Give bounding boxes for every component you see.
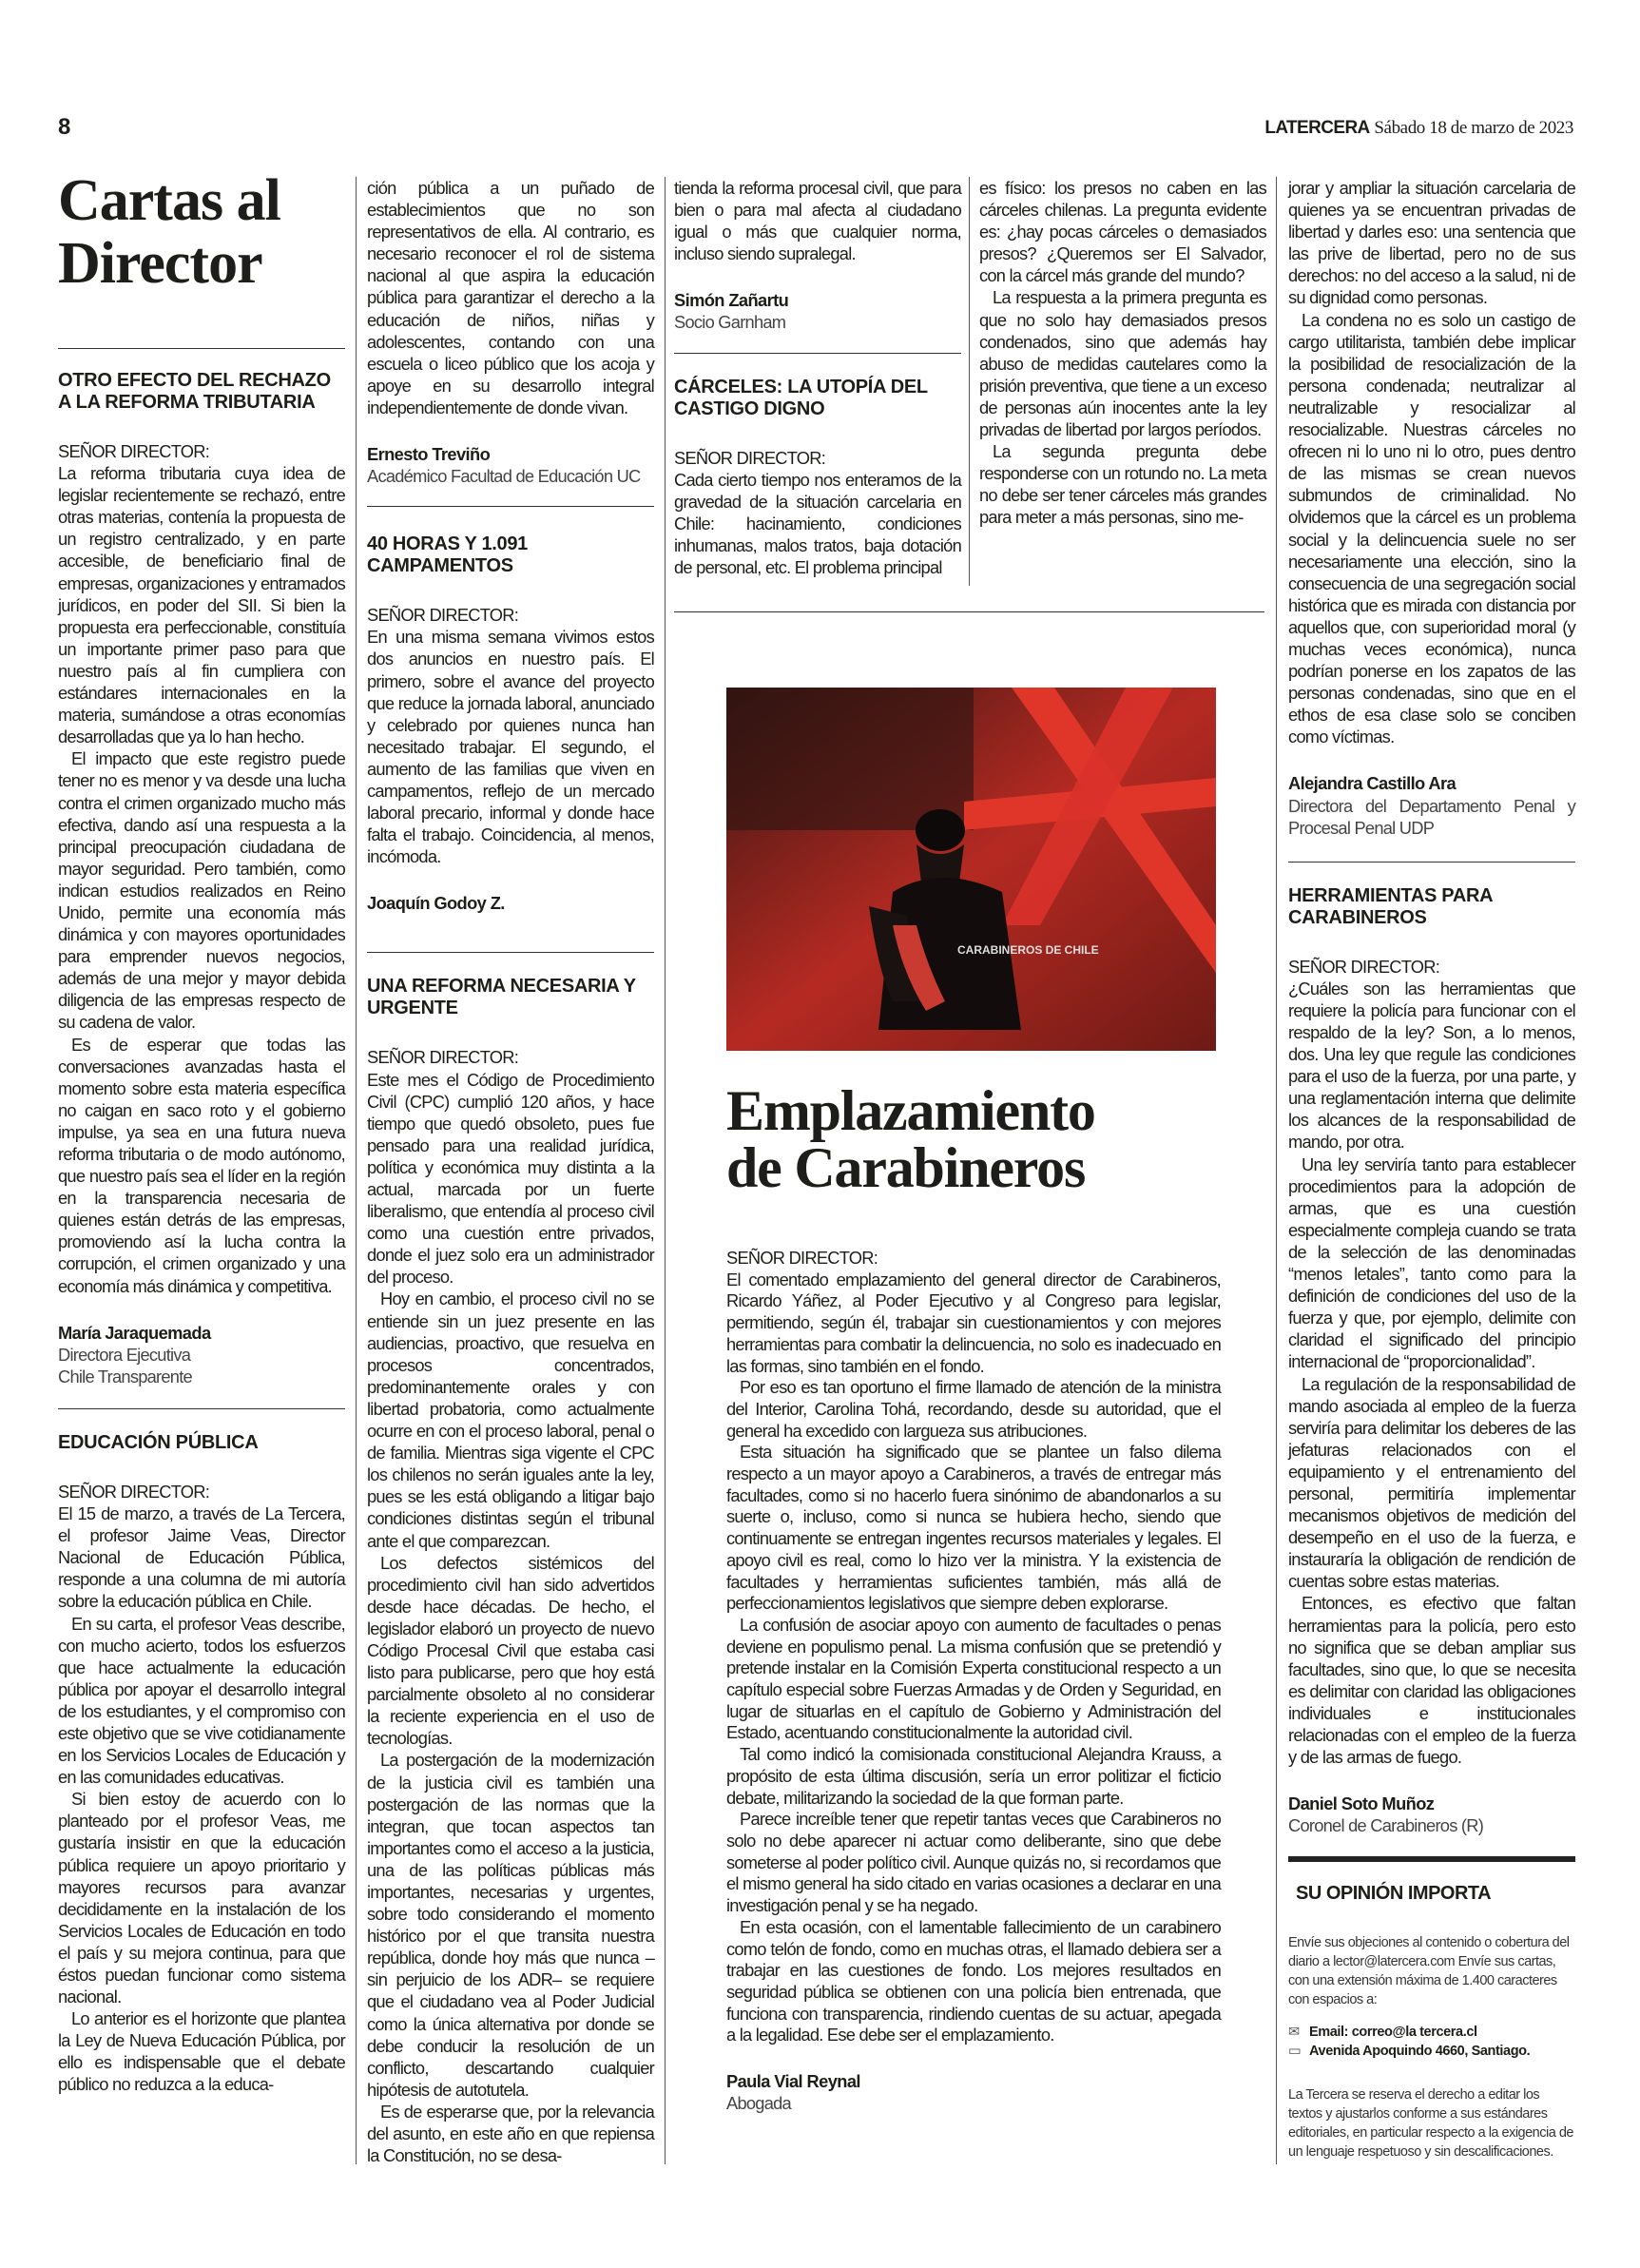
letter: [674, 377, 961, 579]
featured-letter: [726, 1248, 1221, 2114]
section-title: Cartas al Director: [58, 168, 280, 296]
paragraph: En esta ocasión, con el lamentable fallecimiento de un carabinero como telón de fondo, como en muchas otras, el llamado debiera ser a trabajar en las cuestiones de fondo. Los mejores resultados en seguridad pública se obtienen con una policía bien entrenada, que funciona con transparencia, rindiendo cuentas de su actuar, apegada a la legalidad. Ese debe ser el emplazamiento.: [726, 1916, 1221, 2045]
paragraph: tienda la reforma procesal civil, que para bien o para mal afecta al ciudadano igual o más que cualquier norma, incluso siendo supralegal.: [674, 178, 961, 264]
paragraph: Lo anterior es el horizonte que plantea la Ley de Nueva Educación Pública, por ello es indispensable que el debate público no reduzca a la educa-: [58, 2008, 345, 2095]
divider: [1288, 1856, 1575, 1862]
paragraph: Tal como indicó la comisionada constitucional Alejandra Krauss, a propósito de esta última discusión, sería un error politizar el ficticio debate, militarizando la sociedad de la que forman parte.: [726, 1744, 1221, 1808]
author-role: Abogada: [726, 2092, 791, 2113]
signature: [1288, 772, 1575, 838]
paragraph: Esta situación ha significado que se plantee un falso dilema respecto a un mayor apoyo a Carabineros, a través de entregar más facultades, como si no hacerlo fuera sinónimo de abandonarlos a su suerte o, incluso, como si nunca se hubiera hecho, siendo que continuamente se entregan ingentes recursos materiales y legales. El apoyo civil es real, como lo hizo ver la ministra. Y la existencia de facultades y herramientas suficientes también, más allá de perfeccionamientos legislativos que siempre deben explorarse.: [726, 1442, 1221, 1614]
divider: [367, 506, 654, 507]
masthead: [1264, 118, 1573, 139]
divider: [674, 611, 1264, 612]
author-role: Coronel de Carabineros (R): [1288, 1815, 1484, 1836]
paragraph: Los defectos sistémicos del procedimiento civil han sido advertidos desde hace décadas. De hecho, el legislador elaboró un proyecto de nuevo Código Procesal Civil que estaba casi listo para publicarse, pero que hoy está parcialmente obsoleto al no considerar la reciente experiencia en el uso de tecnologías.: [367, 1552, 654, 1749]
author-name: Daniel Soto Muñoz: [1288, 1793, 1435, 1814]
author-name: Ernesto Treviño: [367, 444, 491, 465]
divider: [58, 1408, 345, 1409]
letter-heading: OTRO EFECTO DEL RECHAZO A LA REFORMA TRIBUTARIA: [58, 370, 331, 413]
paragraph: Parece increíble tener que repetir tantas veces que Carabineros no solo no debe aparecer ni actuar como deliberante, sino que debe someterse al poder político civil. Aunque quizás no, si recordamos que el mismo general ha sido citado en varias ocasiones a declarar en una investigación penal y se ha negado.: [726, 1809, 1221, 1916]
divider: [367, 952, 654, 953]
letter-heading: EDUCACIÓN PÚBLICA: [58, 1431, 259, 1453]
email-address[interactable]: Email: correo@la tercera.cl: [1309, 2025, 1477, 2040]
letter: [58, 1432, 345, 2096]
paragraph: La segunda pregunta debe responderse con un rotundo no. La meta no debe ser tener cárceles más grandes para meter a más personas, sino me-: [979, 441, 1266, 528]
signature: [674, 289, 961, 333]
paragraph: El 15 de marzo, a través de La Tercera, el profesor Jaime Veas, Director Nacional de Educación Pública, responde a una columna de mi autoría sobre la educación pública en Chile.: [58, 1503, 345, 1612]
paragraph: En una misma semana vivimos estos dos anuncios en nuestro país. El primero, sobre el avance del proyecto que reduce la jornada laboral, anunciado y celebrado por quienes nunca han necesitado trabajar. El segundo, el aumento de las familias que viven en campamentos, reflejo de un mercado laboral precario, informal y donde hace falta el trabajo. Coincidencia, al menos, incómoda.: [367, 627, 654, 867]
column-divider: [969, 177, 970, 586]
paragraph: En su carta, el profesor Veas describe, con mucho acierto, todos los esfuerzos que hace actualmente la educación pública por apoyar el desarrollo integral de los estudiantes, y el compromiso con este objetivo que se vive cotidianamente en los Servicios Locales de Educación y en las comunidades educativas.: [58, 1613, 345, 1788]
column-4: [979, 177, 1266, 529]
paragraph: Si bien estoy de acuerdo con lo planteado por el profesor Veas, me gustaría insistir en que la educación pública requiere un apoyo prioritario y mayores recursos para avanzar decididamente en la instalación de los Servicios Locales de Educación en todo el país y su mejora continua, para que éstos puedan funcionar como sistema nacional.: [58, 1789, 345, 2007]
letter-heading: HERRAMIENTAS PARA CARABINEROS: [1288, 884, 1493, 928]
author-role: Directora Ejecutiva: [58, 1344, 191, 1365]
paragraph: Entonces, es efectivo que faltan herramientas para la policía, pero esto no significa que se deban ampliar sus facultades, sino que, lo que se necesita es delimitar con claridad las obligaciones individuales e institucionales relacionadas con el empleo de la fuerza y de las armas de fuego.: [1288, 1593, 1575, 1768]
letter: [367, 533, 654, 914]
letter-heading: CÁRCELES: LA UTOPÍA DEL CASTIGO DIGNO: [674, 376, 928, 419]
column-2: [367, 177, 654, 2166]
paragraph: La regulación de la responsabilidad de mando asociada al empleo de la fuerza serviría para delimitar los deberes de las jefaturas relacionados con el equipamiento y el entrenamiento del personal, permitiría implementar mecanismos objetivos de medición del desempeño en el uso de la fuerza, e instauraría la obligación de rendición de cuentas sobre estas materias.: [1288, 1373, 1575, 1592]
paragraph: La confusión de asociar apoyo con aumento de facultades o penas deviene en populismo penal. La misma confusión que se pretendió y pretende instalar en la Comisión Experta constitucional respecto a un capítulo especial sobre Fuerzas Armadas y de Orden y Seguridad, en lugar de situarlas en el capítulo de Gobierno y Administración del Estado, acentuando constitucionalmente la autoridad civil.: [726, 1614, 1221, 1743]
paragraph: Por eso es tan oportuno el firme llamado de atención de la ministra del Interior, Carolina Tohá, recordando, desde su autoridad, que el general ha excedido con largueza sus atribuciones.: [726, 1377, 1221, 1441]
paragraph: La respuesta a la primera pregunta es que no solo hay demasiados presos condenados, sino que además hay abuso de medidas cautelares como la prisión preventiva, que tiene a un exceso de personas aún inocentes ante la ley privadas de libertad por largos períodos.: [979, 287, 1266, 440]
paragraph: La condena no es solo un castigo de cargo utilitarista, también debe implicar la posibilidad de resocialización de la persona condenada; neutralizar al neutralizable y resocializar al resocializable. Nuestras cárceles no ofrecen ni lo uno ni lo otro, pues dentro de las mismas se crean nuevos submundos de criminalidad. No olvidemos que la cárcel es un problema social y la delincuencia suele no ser necesariamente una elección, sino la consecuencia de una segregación social histórica que es mirada con distancia por aquellos que, con superioridad moral (y muchas veces económica), nunca podrían ponerse en los zapatos de las personas condenadas, sino que en el ethos de esa clase solo se conciben como víctimas.: [1288, 309, 1575, 747]
paragraph: es físico: los presos no caben en las cárceles chilenas. La pregunta evidente es: ¿hay pocas cárceles o demasiados presos? ¿Queremos ser El Salvador, con la cárcel más grande del mundo?: [979, 178, 1266, 286]
envelope-icon: ✉: [1288, 2025, 1300, 2040]
opinion-box-intro: Envíe sus objeciones al contenido o cobertura del diario a lector@latercera.com Envíe sus cartas, con una extensión máxima de 1.400 caracteres con espacios a:: [1288, 1935, 1570, 2007]
paragraph: Este mes el Código de Procedimiento Civil (CPC) cumplió 120 años, y hace tiempo que quedó obsoleto, pues fue pensado para una realidad jurídica, política y económica muy distinta a la actual, marcada por un fuerte liberalismo, que entendía al proceso civil como una cuestión entre privados, donde el juez solo era un administrador del proceso.: [367, 1069, 654, 1288]
author-role: Académico Facultad de Educación UC: [367, 466, 641, 487]
paragraph: jorar y ampliar la situación carcelaria de quienes ya se encuentran privadas de libertad y darles eso: una sentencia que las prive de libertad, pero no de sus derechos: no del acceso a la salud, ni de su dignidad como personas.: [1288, 178, 1575, 308]
column-divider: [356, 177, 357, 2164]
author-name: Alejandra Castillo Ara: [1288, 773, 1457, 794]
brand: LATERCERA: [1264, 118, 1370, 138]
salutation: SEÑOR DIRECTOR:: [674, 447, 826, 468]
featured-title-line: de Carabineros: [726, 1136, 1086, 1199]
opinion-box: [1288, 1856, 1575, 2161]
author-name: Paula Vial Reynal: [726, 2071, 860, 2092]
featured-title: [726, 1079, 1259, 1199]
page-number: 8: [58, 114, 71, 140]
divider: [1288, 862, 1575, 863]
opinion-box-title: SU OPINIÓN IMPORTA: [1296, 1883, 1492, 1904]
author-name: Joaquín Godoy Z.: [367, 893, 505, 914]
signature: [1288, 1793, 1575, 1836]
signature: [367, 443, 654, 487]
salutation: SEÑOR DIRECTOR:: [58, 1481, 210, 1502]
column-3: [674, 177, 961, 578]
paragraph: Una ley serviría tanto para establecer procedimientos para la adopción de armas, que es una cuestión especialmente compleja cuando se trata de la selección de las denominadas “menos letales”, tanto como para la definición de condiciones del uso de la fuerza y que, por ejemplo, delimite con claridad el significado del principio internacional de “proporcionalidad”.: [1288, 1153, 1575, 1372]
paragraph: Cada cierto tiempo nos enteramos de la gravedad de la situación carcelaria en Chile: hacinamiento, condiciones inhumanas, malos tratos, baja dotación de personal, etc. El problema principal: [674, 469, 961, 578]
divider: [674, 353, 961, 354]
column-divider: [665, 177, 666, 2164]
column-divider: [1276, 177, 1277, 2164]
paragraph: La postergación de la modernización de la justicia civil es también una postergación de las normas que la integran, que tocan aspectos tan importantes como el acceso a la justicia, una de las políticas públicas más importantes, necesarias y urgentes, sobre todo considerando el momento histórico por el que transita nuestra república, donde hoy más que nunca –sin perjuicio de los ADR– se requiere que el ciudadano vea al Poder Judicial como la única alternativa por donde se debe conducir la resolución de un conflicto, descartando cualquier hipótesis de autotutela.: [367, 1750, 654, 2100]
letter: [367, 976, 654, 2166]
signature: [726, 2071, 1221, 2114]
author-role: Directora del Departamento Penal y Procesal Penal UDP: [1288, 795, 1575, 838]
salutation: SEÑOR DIRECTOR:: [58, 441, 210, 461]
letter: [1288, 885, 1575, 1837]
paragraph: Es de esperar que todas las conversaciones avanzadas hasta el momento sobre esta materia específica no caigan en saco roto y el gobierno impulse, ya sea en una futura nueva reforma tributaria o de modo autónomo, que nuestro país sea el líder en la región en la transparencia necesaria de quienes están detrás de las empresas, promoviendo así la lucha contra la corrupción, el crimen organizado y una economía más dinámica y competitiva.: [58, 1034, 345, 1296]
vest-text: CARABINEROS DE CHILE: [957, 943, 1099, 957]
letter-heading: UNA REFORMA NECESARIA Y URGENTE: [367, 976, 636, 1019]
signature: [58, 1322, 345, 1387]
signature: [367, 892, 654, 914]
issue-date: Sábado 18 de marzo de 2023: [1374, 118, 1573, 138]
salutation: SEÑOR DIRECTOR:: [1288, 956, 1440, 977]
postal-contact: [1288, 2042, 1575, 2061]
email-contact[interactable]: [1288, 2023, 1575, 2042]
divider: [58, 348, 345, 349]
author-name: Simón Zañartu: [674, 290, 789, 311]
mailbox-icon: ▭: [1288, 2044, 1302, 2059]
author-org: Chile Transparente: [58, 1366, 192, 1386]
carabinero-illustration: [726, 688, 1216, 1051]
paragraph: La reforma tributaria cuya idea de legislar recientemente se rechazó, entre otras materias, contenía la propuesta de un registro centralizado, y en parte accesible, de beneficiario final de empresas, organizaciones y entramados jurídicos, en poder del SII. Si bien la propuesta era perfeccionable, constituía un importante primer paso para que nuestro país al fin cumpliera con estándares internacionales en la materia, sumándose a otras economías desarrolladas que ya lo han hecho.: [58, 463, 345, 747]
paragraph: El comentado emplazamiento del general director de Carabineros, Ricardo Yáñez, al Poder Ejecutivo y al Congreso para legislar, permitiendo, según él, trabajar sin cuestionamientos y con mejores herramientas para combatir la delincuencia, no solo es inadecuado en las formas, sino también en el fondo.: [726, 1269, 1221, 1376]
author-role: Socio Garnham: [674, 312, 786, 333]
postal-address: Avenida Apoquindo 4660, Santiago.: [1309, 2044, 1531, 2059]
paragraph: El impacto que este registro puede tener no es menor y va desde una lucha contra el crimen organizado mucho más efectiva, dando así una respuesta a la principal preocupación ciudadana de mayor seguridad. Pero también, como indican estudios realizados en Reino Unido, permite una economía más dinámica y con mayores oportunidades para emprender nuevos negocios, además de una mejor y mayor debida diligencia de las empresas respecto de su cadena de valor.: [58, 748, 345, 1033]
letter-heading: 40 HORAS Y 1.091 CAMPAMENTOS: [367, 533, 529, 577]
opinion-box-disclaimer: La Tercera se reserva el derecho a editar los textos y ajustarlos conforme a sus estándares editoriales, en particular respecto a la exigencia de un lenguaje respetuoso y sin descalificaciones.: [1288, 2087, 1573, 2160]
featured-title-line: Emplazamiento: [726, 1079, 1095, 1142]
salutation: SEÑOR DIRECTOR:: [726, 1248, 878, 1268]
salutation: SEÑOR DIRECTOR:: [367, 605, 519, 626]
author-name: María Jaraquemada: [58, 1322, 211, 1343]
paragraph: Hoy en cambio, el proceso civil no se entiende sin un juez presente en las audiencias, proactivo, que resuelva en procesos concentrados, predominantemente orales y con libertad probatoria, como actualmente ocurre en con el proceso laboral, penal o de familia. Mientras siga vigente el CPC los chilenos no serán iguales ante la ley, pues se les está obligando a litigar bajo condiciones distintas según el tribunal ante el que comparezcan.: [367, 1289, 654, 1551]
column-5: [1288, 177, 1575, 1836]
column-1: [58, 169, 345, 2096]
salutation: SEÑOR DIRECTOR:: [367, 1047, 519, 1068]
paragraph: Es de esperarse que, por la relevancia del asunto, en este año en que repiensa la Constitución, no se desa-: [367, 2101, 654, 2166]
letter: [58, 370, 345, 1387]
paragraph: ¿Cuáles son las herramientas que requiere la policía para funcionar con el respaldo de la ley? Son, a lo menos, dos. Una ley que regule las condiciones para el uso de la fuerza, por una parte, y una reglamentación interna que delimite los alcances de la responsabilidad de mando, por otra.: [1288, 978, 1575, 1153]
paragraph: ción pública a un puñado de establecimientos que no son representativos de ella. Al contrario, es necesario reconocer el rol de sistema nacional al que aspira la educación pública para garantizar el derecho a la educación de niños, niñas y adolescentes, contando con una escuela o liceo público que los acoja y apoye en su desarrollo integral independientemente de donde vivan.: [367, 178, 654, 417]
